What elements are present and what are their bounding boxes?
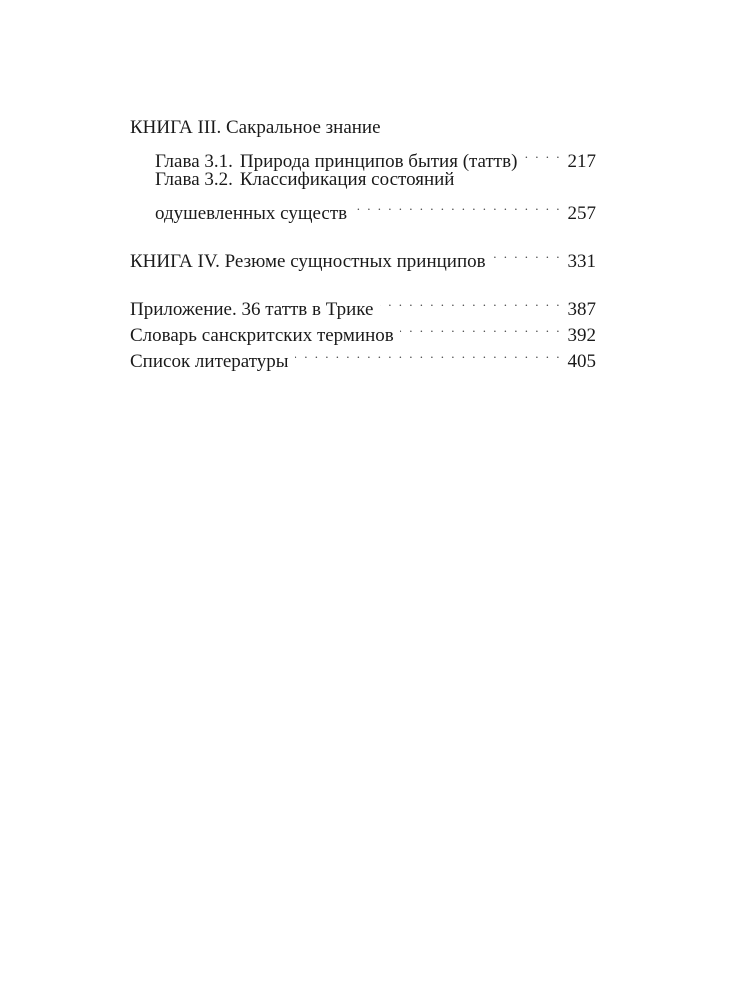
bibliography-title: Список литературы [130, 351, 289, 372]
chapter-3-2-title-line-2: одушевленных существ [155, 203, 348, 224]
chapter-3-1-title: Природа принципов бытия (таттв) [239, 151, 518, 172]
toc-entry-chapter-3-1 [130, 141, 596, 172]
book-4-page: 331 [567, 251, 596, 272]
dot-leader [492, 241, 562, 267]
book-3-title: КНИГА III. Сакральное знание [130, 117, 381, 138]
bibliography-page: 405 [567, 351, 596, 372]
chapter-3-2-page: 257 [567, 203, 596, 224]
glossary-page: 392 [567, 325, 596, 346]
toc-entry-chapter-3-2-continued [130, 193, 596, 224]
dot-leader [353, 193, 561, 219]
dot-leader [295, 341, 562, 367]
toc-entry-appendix [130, 289, 596, 320]
book-4-title: КНИГА IV. Резюме сущностных принципов [130, 251, 486, 272]
chapter-3-1-label: Глава 3.1. [155, 151, 233, 172]
chapter-3-2-label: Глава 3.2. [155, 169, 233, 190]
dot-leader [380, 289, 562, 315]
appendix-page: 387 [567, 299, 596, 320]
dot-leader [400, 315, 562, 341]
toc-entry-chapter-3-2 [130, 167, 596, 193]
chapter-3-1-page: 217 [567, 151, 596, 172]
dot-leader [523, 141, 561, 167]
appendix-title: Приложение. 36 таттв в Трике [130, 299, 374, 320]
toc-book-3-heading [130, 115, 596, 141]
glossary-title: Словарь санскритских терминов [130, 325, 394, 346]
toc-entry-book-4 [130, 241, 596, 272]
chapter-3-2-title-line-1: Классификация состояний [239, 169, 455, 190]
table-of-contents [130, 115, 596, 372]
